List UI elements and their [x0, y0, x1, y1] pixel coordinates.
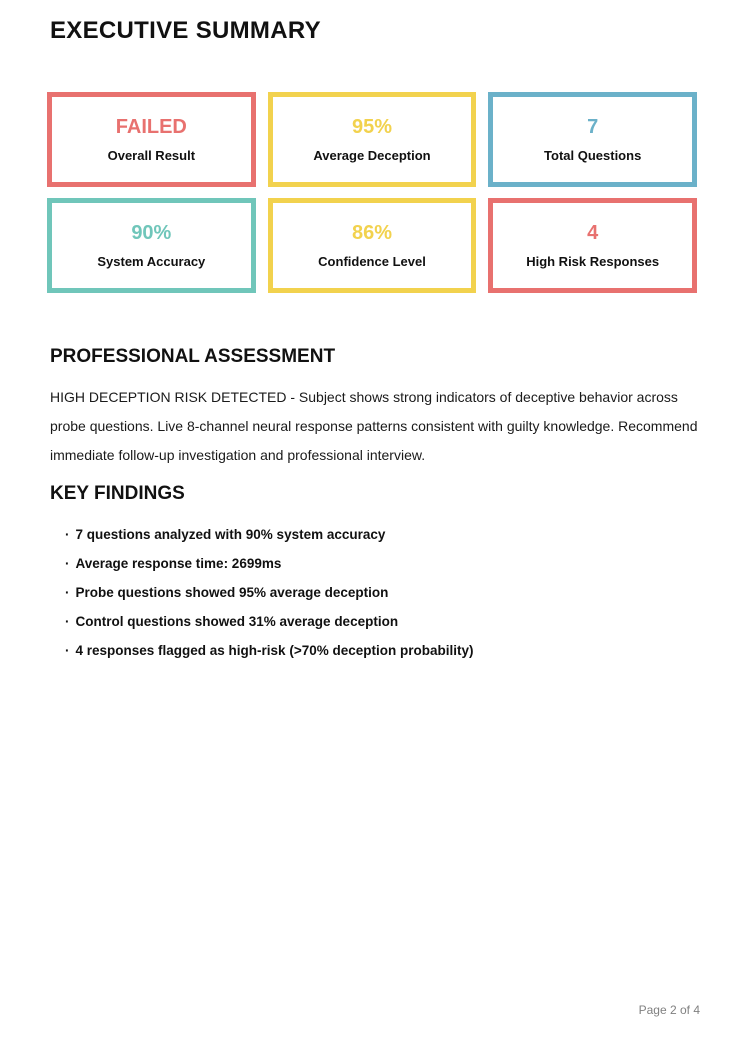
metric-value: 95%	[351, 116, 392, 138]
metric-value: 7	[587, 116, 599, 138]
finding-item	[65, 636, 697, 665]
metric-label: Average Deception	[313, 148, 431, 163]
finding-text: Average response time: 2699ms	[75, 556, 282, 571]
bullet-dot: ·	[65, 585, 70, 600]
metric-card	[47, 198, 256, 293]
metric-label: System Accuracy	[97, 254, 206, 269]
metric-label: Total Questions	[544, 148, 642, 163]
bullet-dot: ·	[65, 614, 70, 629]
finding-item	[65, 578, 697, 607]
finding-item	[65, 607, 697, 636]
key-findings-list	[65, 520, 697, 665]
page-title: EXECUTIVE SUMMARY	[50, 17, 321, 44]
bullet-dot: ·	[65, 643, 70, 658]
professional-assessment-heading: PROFESSIONAL ASSESSMENT	[50, 346, 336, 367]
summary-cards	[47, 92, 697, 293]
bullet-dot: ·	[65, 556, 70, 571]
report-page	[47, 0, 697, 665]
metric-value: 4	[587, 222, 599, 244]
metric-card	[268, 198, 477, 293]
metric-card	[488, 92, 697, 187]
metric-value: 90%	[131, 222, 172, 244]
metric-label: High Risk Responses	[526, 254, 660, 269]
metric-label: Confidence Level	[318, 254, 426, 269]
metric-card	[47, 92, 256, 187]
finding-text: Probe questions showed 95% average deception	[75, 585, 389, 600]
finding-text: 7 questions analyzed with 90% system accuracy	[75, 527, 386, 542]
finding-item	[65, 520, 697, 549]
metric-value: FAILED	[115, 116, 187, 138]
bullet-dot: ·	[65, 527, 70, 542]
finding-item	[65, 549, 697, 578]
metric-value: 86%	[351, 222, 392, 244]
finding-text: 4 responses flagged as high-risk (>70% deception probability)	[75, 643, 474, 658]
metric-label: Overall Result	[107, 148, 196, 163]
key-findings-heading: KEY FINDINGS	[50, 483, 185, 504]
metric-card	[488, 198, 697, 293]
finding-text: Control questions showed 31% average deception	[75, 614, 399, 629]
metric-card	[268, 92, 477, 187]
page-number: Page 2 of 4	[638, 1003, 700, 1017]
professional-assessment-body: HIGH DECEPTION RISK DETECTED - Subject shows strong indicators of deceptive behavior across probe questions. Live 8-channel neural response patterns consistent with guilty knowledge. Recommend immediate follow-up investigation and professional interview.	[50, 389, 698, 463]
